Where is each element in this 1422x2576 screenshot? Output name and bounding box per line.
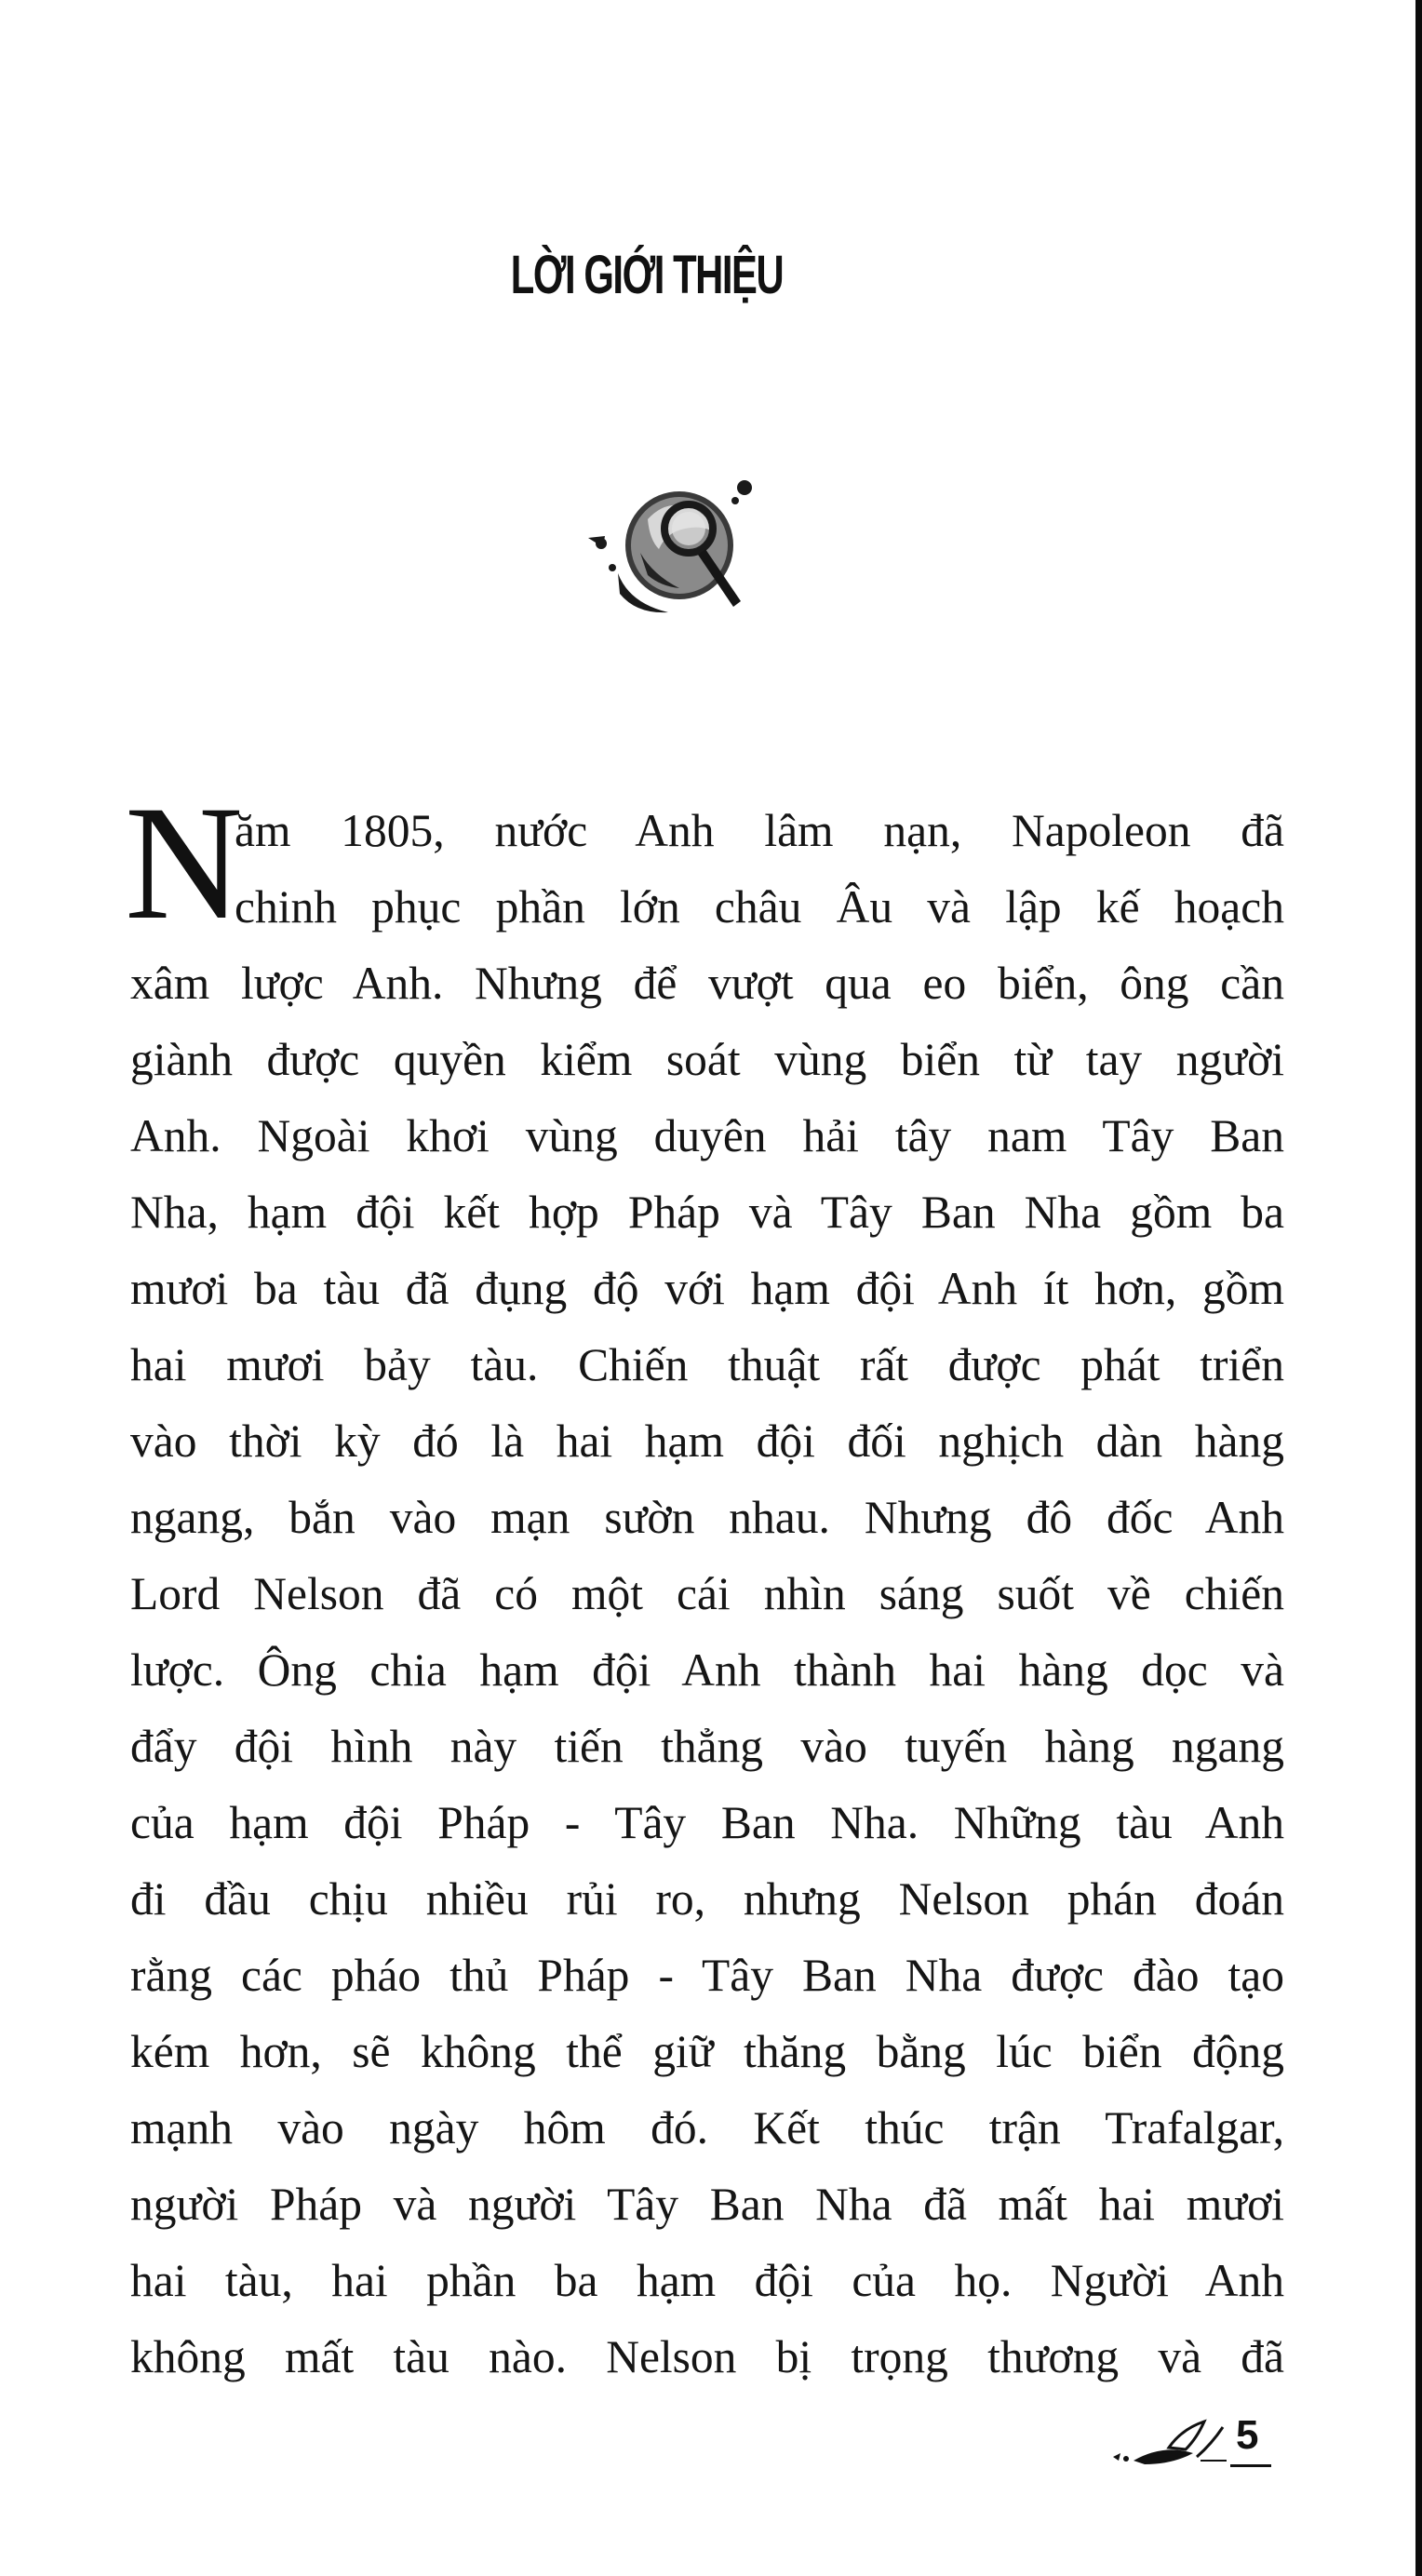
text-line: xâm lược Anh. Nhưng để vượt qua eo biển, ông cần bbox=[130, 958, 1284, 1009]
text-line: chinh phục phần lớn châu Âu và lập kế hoạch bbox=[235, 881, 1284, 932]
text-line: ăm 1805, nước Anh lâm nạn, Napoleon đã bbox=[235, 805, 1284, 856]
text-line: không mất tàu nào. Nelson bị trọng thương và đã bbox=[130, 2331, 1284, 2382]
text-line: mạnh vào ngày hôm đó. Kết thúc trận Trafalgar, bbox=[130, 2102, 1284, 2153]
magnifying-glass-ornament-icon bbox=[575, 463, 771, 622]
text-line: vào thời kỳ đó là hai hạm đội đối nghịch dàn hàng bbox=[130, 1415, 1284, 1467]
text-line: người Pháp và người Tây Ban Nha đã mất hai mươi bbox=[130, 2179, 1284, 2230]
text-line: hai mươi bảy tàu. Chiến thuật rất được phát triển bbox=[130, 1339, 1284, 1390]
text-line: giành được quyền kiểm soát vùng biển từ tay người bbox=[130, 1034, 1284, 1085]
body-paragraph bbox=[130, 793, 1284, 2395]
text-line: của hạm đội Pháp - Tây Ban Nha. Những tàu Anh bbox=[130, 1797, 1284, 1848]
page-number: 5 bbox=[1236, 2412, 1259, 2458]
page-edge-shadow bbox=[1415, 0, 1422, 2576]
text-line: kém hơn, sẽ không thể giữ thăng bằng lúc biển động bbox=[130, 2026, 1284, 2077]
text-line: rằng các pháo thủ Pháp - Tây Ban Nha được đào tạo bbox=[130, 1950, 1284, 2001]
page-number-rule bbox=[1230, 2464, 1271, 2467]
quill-ornament-icon bbox=[1107, 2416, 1238, 2472]
text-line: Lord Nelson đã có một cái nhìn sáng suốt về chiến bbox=[130, 1568, 1284, 1619]
text-line: đi đầu chịu nhiều rủi ro, nhưng Nelson phán đoán bbox=[130, 1873, 1284, 1925]
drop-cap: N bbox=[125, 772, 244, 954]
text-line: hai tàu, hai phần ba hạm đội của họ. Người Anh bbox=[130, 2255, 1284, 2306]
text-line: mươi ba tàu đã đụng độ với hạm đội Anh ít hơn, gồm bbox=[130, 1263, 1284, 1314]
text-line: Anh. Ngoài khơi vùng duyên hải tây nam Tây Ban bbox=[130, 1110, 1284, 1161]
text-line: ngang, bắn vào mạn sườn nhau. Nhưng đô đốc Anh bbox=[130, 1492, 1284, 1543]
text-line: Nha, hạm đội kết hợp Pháp và Tây Ban Nha gồm ba bbox=[130, 1187, 1284, 1238]
text-line: đẩy đội hình này tiến thẳng vào tuyến hàng ngang bbox=[130, 1721, 1284, 1772]
text-line: lược. Ông chia hạm đội Anh thành hai hàng dọc và bbox=[130, 1644, 1284, 1696]
page-title: LỜI GIỚI THIỆU bbox=[510, 245, 784, 305]
